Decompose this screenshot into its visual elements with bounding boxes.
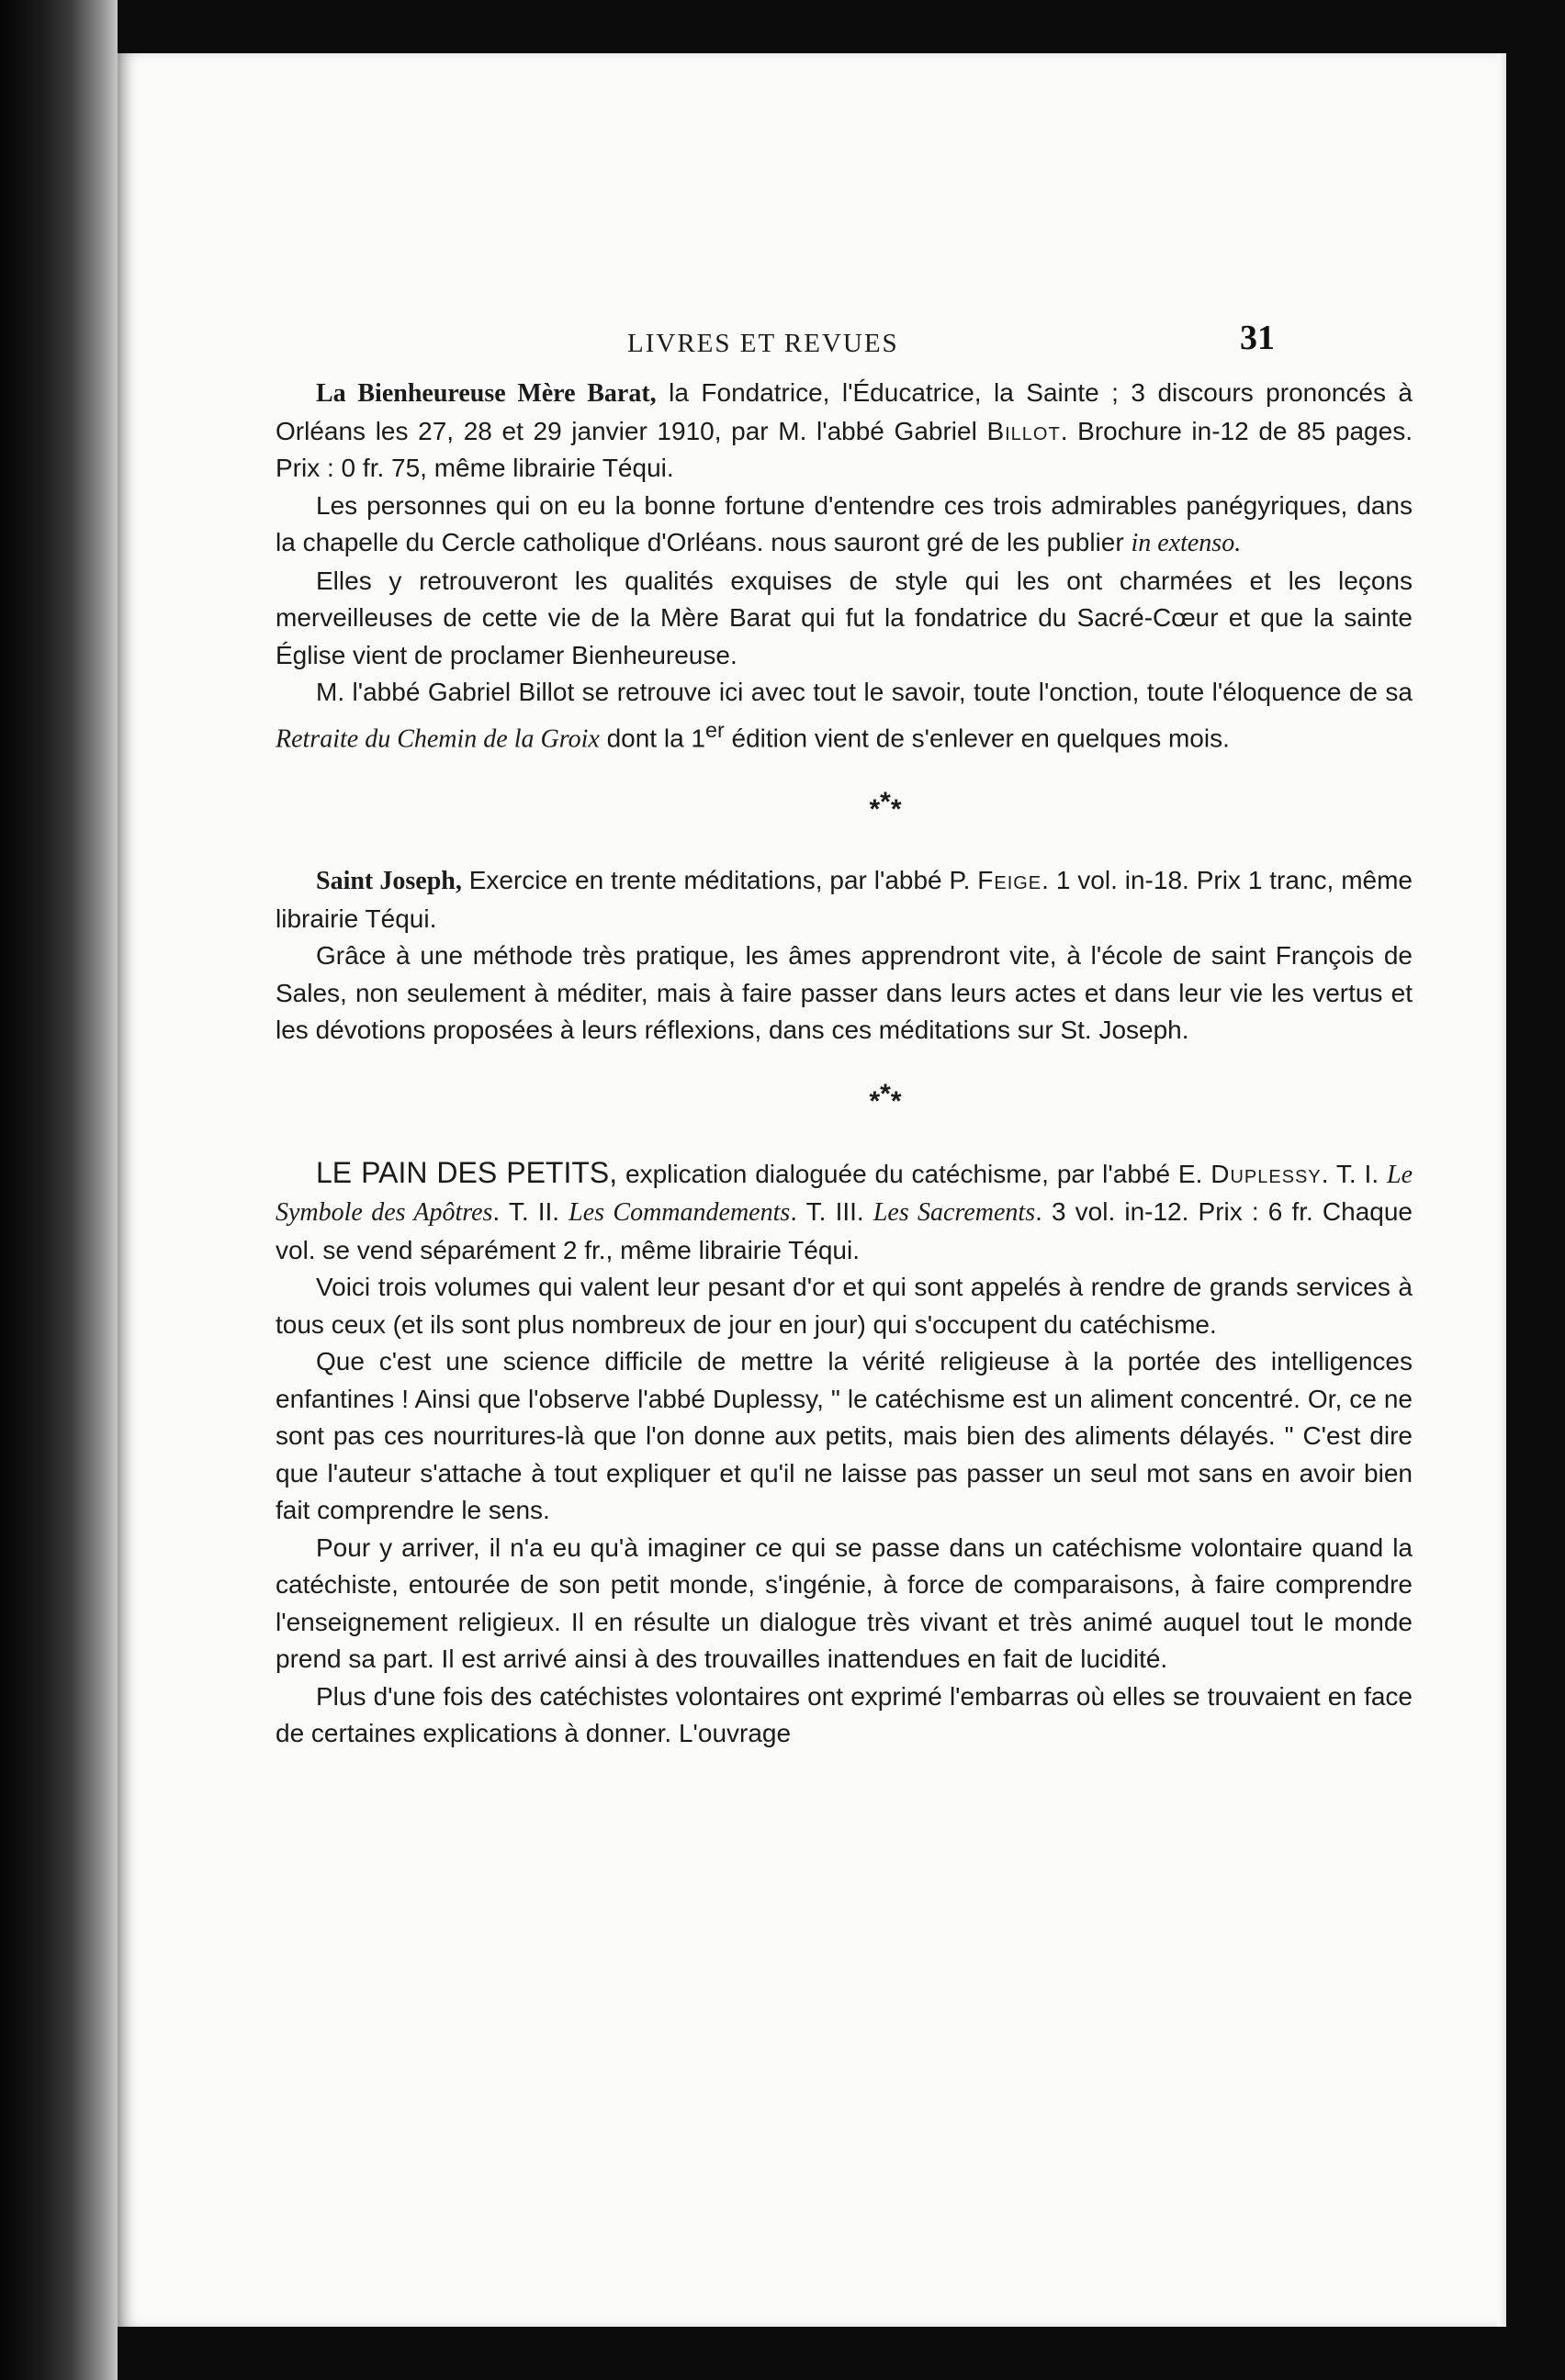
- review-1-p3-sup: er: [705, 717, 725, 742]
- review-3-paragraph-3: Pour y arriver, il n'a eu qu'à imaginer ce qui se passe dans un catéchisme volontaire quand la catéchiste, entourée de son petit monde, s'ingénie, à force de comparaisons, à faire comprendre l'enseignement religieux. Il en résulte un dialogue très vivant et très animé auquel tout le monde prend sa part. Il est arrivé ainsi à des trouvailles inattendues en fait de lucidité.: [276, 1532, 1413, 1674]
- review-1-p1-italic: in extenso.: [1131, 529, 1242, 557]
- spacer: [276, 758, 1413, 785]
- separator-star: *: [890, 1085, 902, 1117]
- review-1-citation: [276, 375, 1413, 488]
- book-page: [118, 53, 1506, 2327]
- review-1-citation-text: la Fondatrice, l'Éducatrice, la Sainte ; 3 discours prononcés à Orléans les 27, 28 et 29 janvier 1910, par M. l'abbé Gabriel: [276, 378, 1413, 445]
- review-3-title: LE PAIN DES PETITS,: [316, 1155, 618, 1189]
- book-binding-edge: [0, 0, 118, 2380]
- review-1-paragraph-1: [276, 488, 1413, 563]
- page-number: 31: [1240, 319, 1275, 357]
- review-3-citation-e: . 3 vol. in-12. Prix : 6 fr. Chaque vol. se vend séparément 2 fr., même librairie Téqui.: [276, 1197, 1413, 1264]
- review-3-volume-1: Le Symbole des Apôtres: [276, 1160, 1413, 1228]
- review-1-p3-text-b: dont la 1: [599, 723, 705, 752]
- spacer: [276, 1127, 1413, 1154]
- review-2-citation: [276, 862, 1413, 937]
- review-3-paragraph-2: Que c'est une science difficile de mettre la vérité religieuse à la portée des intelligences enfantines ! Ainsi que l'observe l'abbé Duplessy, " le catéchisme est un aliment concentré. Or, ce ne sont pas ces nourritures-là que l'on donne aux petits, mais bien des aliments délayés. " C'est dire que l'auteur s'attache à tout expliquer et qu'il ne laisse pas passer un seul mot sans en avoir bien fait comprendre le sens.: [276, 1347, 1413, 1525]
- review-2-paragraph-1: Grâce à une méthode très pratique, les âmes apprendront vite, à l'école de saint François de Sales, non seulement à méditer, mais à faire passer dans leurs actes et dans leur vie les vertus et les dévotions proposées à leurs réflexions, dans ces méditations sur St. Joseph.: [276, 941, 1413, 1045]
- review-1-p3-text-a: M. l'abbé Gabriel Billot se retrouve ici avec tout le savoir, toute l'onction, toute l'éloquence de sa: [316, 678, 1413, 706]
- review-1-p1-text: Les personnes qui on eu la bonne fortune d'entendre ces trois admirables panégyriques, dans la chapelle du Cercle catholique d'Orléans. nous sauront gré de les publier: [276, 490, 1413, 556]
- separator-star: *: [880, 787, 891, 818]
- running-header: [118, 307, 1506, 362]
- review-3-citation-b: . T. I.: [1321, 1159, 1388, 1188]
- review-3-citation-d: . T. III.: [790, 1197, 873, 1227]
- separator-star: *: [869, 1085, 881, 1117]
- review-1-title: La Bienheureuse Mère Barat,: [316, 379, 657, 408]
- review-2-citation-tail: . 1 vol. in-18. Prix 1 tranc, même librairie Téqui.: [276, 866, 1413, 933]
- review-3-paragraph-4: Plus d'une fois des catéchistes volontaires ont exprimé l'embarras où elles se trouvaient en face de certaines explications à donner. L'ouvrage: [276, 1681, 1413, 1748]
- review-3-volume-3: Les Sacrements: [873, 1198, 1036, 1228]
- spacer: [276, 835, 1413, 862]
- review-3-citation-c: . T. II.: [492, 1197, 569, 1227]
- section-separator-1: [276, 785, 1413, 835]
- separator-star: *: [869, 794, 881, 825]
- review-1-citation-tail: . Brochure in-12 de 85 pages. Prix : 0 fr. 75, même librairie Téqui.: [276, 416, 1413, 482]
- section-separator-2: [276, 1077, 1413, 1127]
- separator-star: *: [890, 794, 902, 825]
- review-3-author: Duplessy: [1210, 1159, 1322, 1188]
- review-3-citation: [276, 1154, 1413, 1270]
- running-title: LIVRES ET REVUES: [627, 329, 899, 358]
- separator-star: *: [880, 1078, 891, 1109]
- review-2-citation-text: Exercice en trente méditations, par l'abbé P.: [461, 866, 978, 895]
- review-3-paragraph-1: Voici trois volumes qui valent leur pesant d'or et qui sont appelés à rendre de grands services à tous ceux (et ils sont plus nombreux de jour en jour) qui s'occupent du catéchisme.: [276, 1273, 1413, 1339]
- review-2-author: Feige: [977, 866, 1042, 895]
- review-1-p3-italic: Retraite du Chemin de la Groix: [276, 724, 600, 753]
- review-1-paragraph-3: [276, 674, 1413, 758]
- review-3-citation-a: explication dialoguée du catéchisme, par l'abbé E.: [617, 1159, 1211, 1188]
- review-3-volume-2: Les Commandements: [569, 1198, 791, 1228]
- review-1-paragraph-2: Elles y retrouveront les qualités exquises de style qui les ont charmées et les leçons merveilleuses de cette vie de la Mère Barat qui fut la fondatrice du Sacré-Cœur et que la sainte Église vient de proclamer Bienheureuse.: [276, 566, 1413, 669]
- review-1-p3-text-c: édition vient de s'enlever en quelques mois.: [724, 723, 1230, 752]
- page-body: [276, 375, 1413, 1753]
- spacer: [276, 1050, 1413, 1077]
- review-1-author: Billot: [986, 416, 1061, 445]
- page-edge-shadow: [1497, 53, 1506, 2327]
- review-2-title: Saint Joseph,: [316, 867, 462, 896]
